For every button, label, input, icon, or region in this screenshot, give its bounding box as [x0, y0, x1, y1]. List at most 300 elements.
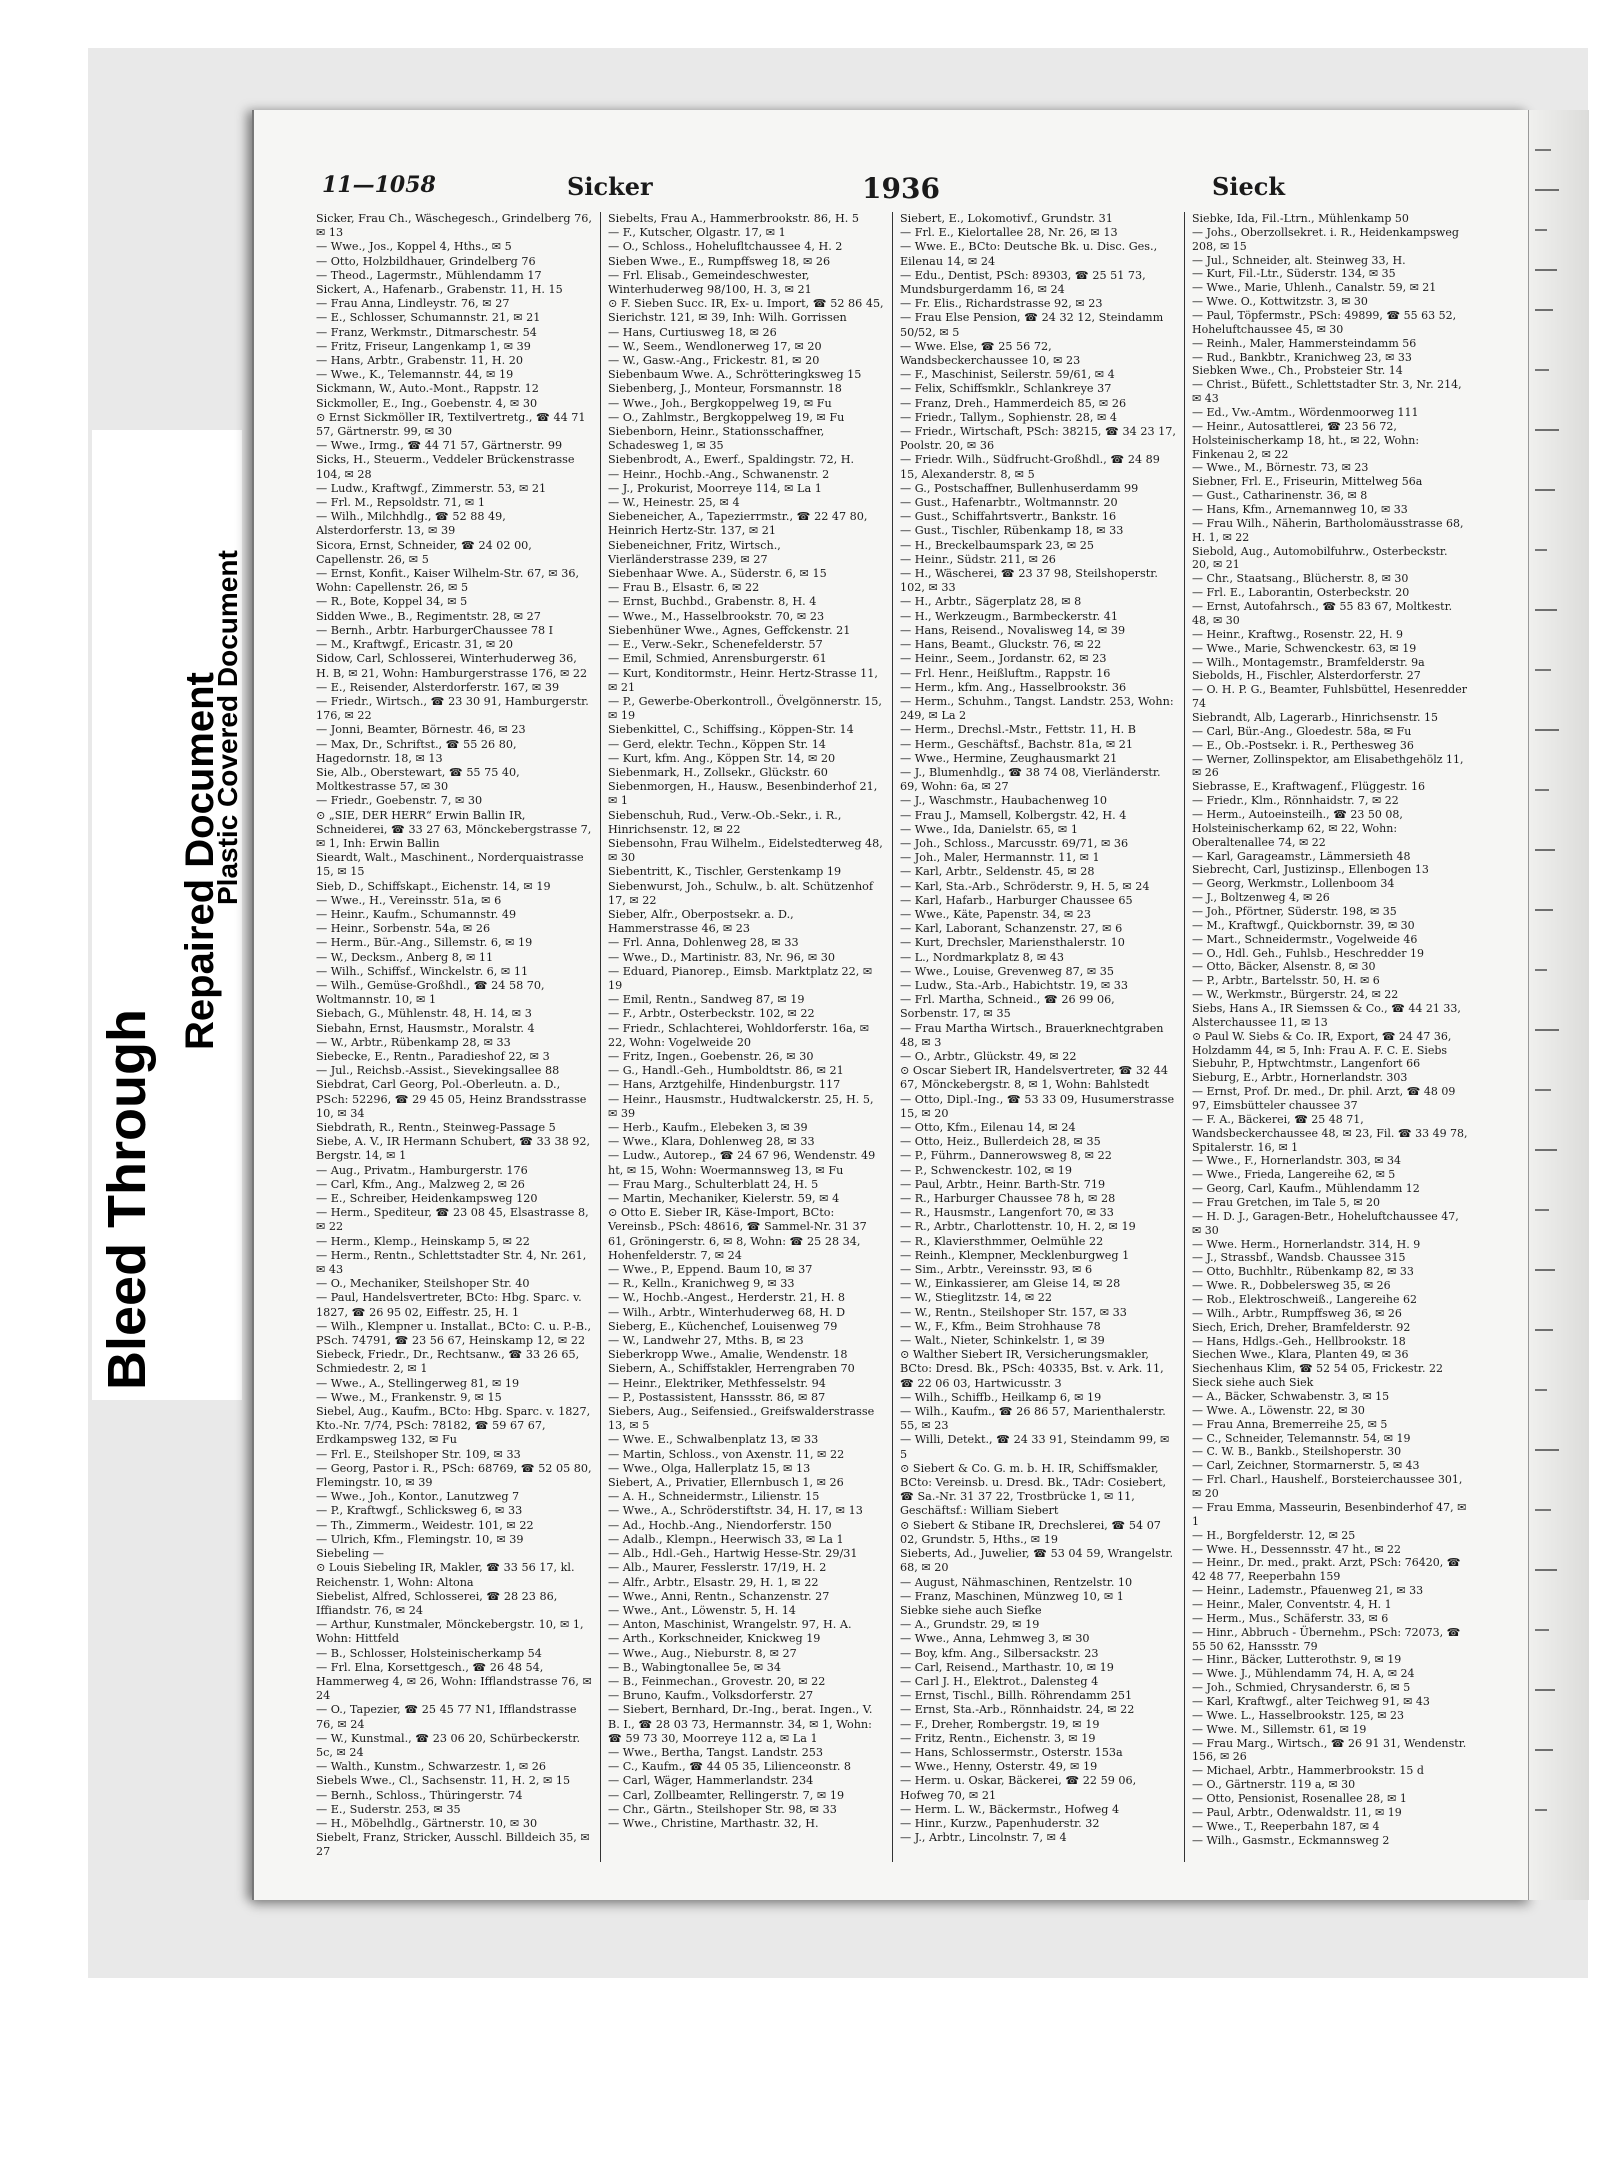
directory-entry: — Ernst, Konfit., Kaiser Wilhelm-Str. 67, ✉ 36, Wohn: Capellenstr. 26, ✉ 5	[316, 567, 580, 595]
directory-entry: — G., Handl.-Geh., Humboldtstr. 86, ✉ 21	[608, 1064, 844, 1078]
directory-entry: Siebenschuh, Rud., Verw.-Ob.-Sekr., i. R., Hinrichsenstr. 12, ✉ 22	[608, 808, 842, 836]
directory-entry: — Carl, Wäger, Hammerlandstr. 234	[608, 1774, 814, 1788]
directory-entry: — Hinr., Kurzw., Papenhuderstr. 32	[900, 1816, 1100, 1830]
directory-entry: — Gust., Hafenarbtr., Woltmannstr. 20	[900, 496, 1118, 510]
directory-entry: — Friedr., Goebenstr. 7, ✉ 30	[316, 794, 483, 808]
directory-entry: — Bruno, Kaufm., Volksdorferstr. 27	[608, 1689, 814, 1703]
left-keyword: Sicker	[567, 172, 653, 201]
directory-entry: — Karl, Garageamstr., Lämmersieth 48	[1192, 849, 1411, 863]
directory-entry: Siebeck, Friedr., Dr., Rechtsanw., ☎ 33 26 65, Schmiedestr. 2, ✉ 1	[316, 1348, 580, 1376]
directory-entry: Sidden Wwe., B., Regimentstr. 28, ✉ 27	[316, 609, 541, 623]
directory-entry: — Frl. E., Kielortallee 28, Nr. 26, ✉ 13	[900, 226, 1118, 240]
directory-entry: — F., Dreher, Rombergstr. 19, ✉ 19	[900, 1717, 1100, 1731]
directory-entry: — Otto, Kfm., Eilenau 14, ✉ 24	[900, 1121, 1076, 1134]
directory-entry: — Hinr., Bäcker, Lutterothstr. 9, ✉ 19	[1192, 1653, 1402, 1667]
directory-entry: — Heinr., Lademstr., Pfauenweg 21, ✉ 33	[1192, 1584, 1424, 1598]
directory-entry: — Otto, Holzbildhauer, Grindelberg 76	[316, 254, 536, 268]
directory-entry: — Wwe., Jos., Koppel 4, Hths., ✉ 5	[316, 240, 512, 254]
directory-entry: — Frl. Henr., Heißluftm., Rappstr. 16	[900, 666, 1111, 680]
directory-entry: — Gust., Catharinenstr. 36, ✉ 8	[1192, 489, 1368, 503]
entry-columns	[316, 212, 1468, 1862]
directory-entry: — Ad., Hochb.-Ang., Niendorferstr. 150	[608, 1518, 832, 1532]
directory-entry: — Karl, Kraftwgf., alter Teichweg 91, ✉ 43	[1192, 1694, 1430, 1708]
directory-entry: — L., Nordmarkplatz 8, ✉ 43	[900, 950, 1065, 964]
directory-entry: — Franz, Maschinen, Münzweg 10, ✉ 1	[900, 1589, 1124, 1603]
directory-entry: — W., F., Kfm., Beim Strohhause 78	[900, 1319, 1101, 1333]
directory-entry: — O., Tapezier, ☎ 25 45 77 N1, Ifflandstrasse 76, ✉ 24	[316, 1703, 577, 1731]
directory-entry: — Herm. u. Oskar, Bäckerei, ☎ 22 59 06, Hofweg 70, ✉ 21	[900, 1774, 1137, 1802]
directory-entry: — Heinr., Maler, Conventstr. 4, H. 1	[1192, 1597, 1392, 1611]
directory-entry: — Ludw., Kraftwgf., Zimmerstr. 53, ✉ 21	[316, 481, 547, 495]
directory-entry: — P., Gewerbe-Oberkontroll., Övelgönnerstr. 15, ✉ 19	[608, 694, 882, 723]
directory-entry: — Frau Wilh., Näherin, Bartholomäusstrasse 68, H. 1, ✉ 22	[1192, 516, 1464, 544]
directory-entry: Sickmoller, E., Ing., Goebenstr. 4, ✉ 30	[316, 396, 538, 410]
directory-entry: — E., Suderstr. 253, ✉ 35	[316, 1802, 461, 1816]
directory-entry: — Paul, Arbtr., Odenwaldstr. 11, ✉ 19	[1192, 1805, 1402, 1819]
directory-entry: — H., Möbelhdlg., Gärtnerstr. 10, ✉ 30	[316, 1816, 538, 1830]
directory-entry: — M., Kraftwgf., Ericastr. 31, ✉ 20	[316, 638, 514, 652]
directory-entry: — Otto, Pensionist, Rosenallee 28, ✉ 1	[1192, 1791, 1407, 1805]
directory-entry: — Wwe. J., Mühlendamm 74, H. A, ✉ 24	[1192, 1667, 1415, 1681]
directory-entry: — Heinr., Südstr. 211, ✉ 26	[900, 552, 1056, 566]
directory-entry: — Paul, Arbtr., Heinr. Barth-Str. 719	[900, 1177, 1106, 1191]
directory-entry: — Th., Zimmerm., Weidestr. 101, ✉ 22	[316, 1518, 534, 1532]
directory-entry: — Fr. Elis., Richardstrasse 92, ✉ 23	[900, 297, 1103, 311]
directory-entry: — Ernst, Autofahrsch., ☎ 55 83 67, Moltkestr. 48, ✉ 30	[1192, 600, 1453, 627]
directory-entry: — Wilh., Klempner u. Installat., BCto: C. u. P.-B., PSch. 74791, ☎ 23 56 67, Heinskamp 12, ✉ 22	[316, 1319, 592, 1348]
directory-entry: — Wwe., M., Hasselbrookstr. 70, ✉ 23	[608, 609, 825, 623]
right-keyword: Sieck	[1212, 172, 1285, 201]
directory-entry: — Hans, Arbtr., Grabenstr. 11, H. 20	[316, 354, 523, 368]
directory-entry: ⊙ Siebert & Co. G. m. b. H. IR, Schiffsmakler, BCto: Vereinsb. u. Dresd. Bk., TAdr: Cosiebert, ☎ Sa.-Nr. 31 37 22, Trostbrücke 1, ✉ 11, Geschäftsf.: William Siebert	[900, 1461, 1167, 1518]
directory-entry: — A., Bäcker, Schwabenstr. 3, ✉ 15	[1192, 1390, 1390, 1404]
column-4	[1192, 212, 1468, 1862]
directory-entry: ⊙ F. Sieben Succ. IR, Ex- u. Import, ☎ 52 86 45, Sierichstr. 121, ✉ 39, Inh: Wilh. Gorrissen	[608, 297, 884, 325]
directory-entry: — W., Rentn., Steilshoper Str. 157, ✉ 33	[900, 1305, 1127, 1319]
directory-entry: — W., Seem., Wendlonerweg 17, ✉ 20	[608, 339, 822, 353]
directory-entry: — Carl, Zeichner, Stormarnerstr. 5, ✉ 43	[1192, 1459, 1420, 1473]
directory-entry: — Wilh., Schiffsf., Winckelstr. 6, ✉ 11	[316, 964, 529, 978]
column-3	[900, 212, 1176, 1862]
directory-entry: Siechen Wwe., Klara, Planten 49, ✉ 36	[1192, 1348, 1409, 1362]
next-page-text-edge	[1529, 110, 1589, 1900]
directory-entry: — W., Arbtr., Rübenkamp 28, ✉ 33	[316, 1035, 511, 1049]
directory-page	[252, 110, 1530, 1900]
directory-entry: — Wwe., M., Börnestr. 73, ✉ 23	[1192, 461, 1369, 475]
directory-entry: — Werner, Zollinspektor, am Elisabethgehölz 11, ✉ 26	[1192, 752, 1464, 780]
directory-entry: — F., Kutscher, Olgastr. 17, ✉ 1	[608, 226, 786, 240]
directory-entry: Siebrasse, E., Kraftwagenf., Flüggestr. 16	[1192, 780, 1425, 794]
column-divider	[1184, 212, 1185, 1862]
directory-entry: Siebelt, Franz, Stricker, Ausschl. Billdeich 35, ✉ 27	[316, 1831, 590, 1859]
directory-entry: — R., Klaviersthmmer, Oelmühle 22	[900, 1234, 1104, 1248]
directory-entry: — O., Gärtnerstr. 119 a, ✉ 30	[1192, 1778, 1356, 1792]
directory-entry: — Wwe. O., Kottwitzstr. 3, ✉ 30	[1192, 295, 1368, 309]
bleed-through-label: Bleed Through	[97, 1009, 157, 1390]
directory-entry: — H., Werkzeugm., Barmbeckerstr. 41	[900, 609, 1119, 623]
directory-entry: Siebeneicher, A., Tapezierrmstr., ☎ 22 47 80, Heinrich Hertz-Str. 137, ✉ 21	[608, 510, 868, 538]
directory-entry: Siebs, Hans A., IR Siemssen & Co., ☎ 44 21 33, Alsterchaussee 11, ✉ 13	[1192, 1001, 1461, 1029]
directory-entry: — Frau Martha Wirtsch., Brauerknechtgraben 48, ✉ 3	[900, 1021, 1164, 1049]
directory-entry: ⊙ „SIE, DER HERR“ Erwin Ballin IR, Schneiderei, ☎ 33 27 63, Mönckebergstrasse 7, ✉ 1, Inh: Erwin Ballin	[316, 808, 592, 850]
directory-entry: — Joh., Schloss., Marcusstr. 69/71, ✉ 36	[900, 836, 1129, 850]
directory-entry: — F. A., Bäckerei, ☎ 25 48 71, Wandsbeckerchaussee 48, ✉ 23, Fil. ☎ 33 49 78, Spitalerstr. 16, ✉ 1	[1192, 1112, 1468, 1154]
directory-entry: — Franz, Dreh., Hammerdeich 85, ✉ 26	[900, 396, 1127, 410]
directory-entry: — Karl, Laborant, Schanzenstr. 27, ✉ 6	[900, 922, 1123, 936]
directory-entry: — J., Prokurist, Moorreye 114, ✉ La 1	[608, 481, 822, 495]
directory-entry: — Georg, Carl, Kaufm., Mühlendamm 12	[1192, 1182, 1420, 1196]
directory-entry: — Wwe., K., Telemannstr. 44, ✉ 19	[316, 368, 514, 382]
directory-entry: — Otto, Heiz., Bullerdeich 28, ✉ 35	[900, 1135, 1101, 1149]
directory-entry: — Wwe. R., Dobbelersweg 35, ✉ 26	[1192, 1279, 1391, 1293]
directory-entry: — Reinh., Klempner, Mecklenburgweg 1	[900, 1248, 1130, 1262]
directory-entry: ⊙ Otto E. Sieber IR, Käse-Import, BCto: Vereinsb., PSch: 48616, ☎ Sammel-Nr. 31 37 61, Gröningerstr. 6, ✉ 8, Wohn: ☎ 25 28 34, Hohenfelderstr. 7, ✉ 24	[608, 1206, 867, 1262]
directory-entry: — Wwe., Anna, Lehmweg 3, ✉ 30	[900, 1632, 1090, 1646]
directory-entry: — Heinr., Kaufm., Schumannstr. 49	[316, 907, 517, 921]
directory-entry: — Ernst, Sta.-Arb., Rönnhaidstr. 24, ✉ 22	[900, 1703, 1135, 1717]
directory-entry: — Chr., Gärtn., Steilshoper Str. 98, ✉ 33	[608, 1802, 837, 1816]
directory-entry: — H., Breckelbaumspark 23, ✉ 25	[900, 538, 1095, 552]
directory-entry: Sickert, A., Hafenarb., Grabenstr. 11, H. 15	[316, 283, 563, 297]
directory-entry: — Wwe., Anni, Rentn., Schanzenstr. 27	[608, 1589, 830, 1603]
directory-entry: — J., Blumenhdlg., ☎ 38 74 08, Vierländerstr. 69, Wohn: 6a, ✉ 27	[900, 765, 1161, 794]
directory-entry: — A. H., Schneidermstr., Lilienstr. 15	[608, 1490, 820, 1504]
directory-entry: — Siebert, Bernhard, Dr.-Ing., berat. Ingen., V. B. I., ☎ 28 03 73, Hermannstr. 34, ✉ 1, Wohn: ☎ 59 73 30, Moorreye 112 a, ✉ La 1	[608, 1703, 873, 1745]
directory-entry: Siebenkittel, C., Schiffsing., Köppen-Str. 14	[608, 723, 854, 737]
directory-entry: — Joh., Maler, Hermannstr. 11, ✉ 1	[900, 851, 1100, 865]
directory-entry: Siebenwurst, Joh., Schulw., b. alt. Schützenhof 17, ✉ 22	[608, 879, 874, 907]
directory-entry: — H., Wäscherei, ☎ 23 37 98, Steilshoperstr. 102, ✉ 33	[900, 567, 1158, 595]
directory-entry: — Franz, Werkmstr., Ditmarschestr. 54	[316, 325, 537, 339]
directory-entry: — Wilh., Montagemstr., Bramfelderstr. 9a	[1192, 655, 1425, 669]
directory-entry: Sicora, Ernst, Schneider, ☎ 24 02 00, Capellenstr. 26, ✉ 5	[316, 538, 532, 566]
directory-entry: ⊙ Ernst Sickmöller IR, Textilvertretg., ☎ 44 71 57, Gärtnerstr. 99, ✉ 30	[316, 410, 586, 439]
directory-entry: — Georg, Pastor i. R., PSch: 68769, ☎ 52 05 80, Flemingstr. 10, ✉ 39	[316, 1461, 592, 1490]
directory-entry: — Hinr., Abbruch - Übernehm., PSch: 72073, ☎ 55 50 62, Hanssstr. 79	[1192, 1625, 1461, 1653]
directory-entry: — Wilh., Gemüse-Großhdl., ☎ 24 58 70, Woltmannstr. 10, ✉ 1	[316, 978, 545, 1007]
directory-entry: — B., Feinmechan., Grovestr. 20, ✉ 22	[608, 1674, 826, 1688]
directory-entry: — Frau Gretchen, im Tale 5, ✉ 20	[1192, 1196, 1381, 1210]
directory-entry: — Carl, Reisend., Marthastr. 10, ✉ 19	[900, 1660, 1114, 1674]
directory-entry: Siebel, Aug., Kaufm., BCto: Hbg. Sparc. v. 1827, Kto.-Nr. 7/74, PSch: 78182, ☎ 59 67 67, Erdkampsweg 132, ✉ Fu	[316, 1405, 591, 1447]
directory-entry: Sieberkropp Wwe., Amalie, Wendenstr. 18	[608, 1348, 848, 1362]
directory-entry: — Ernst, Tischl., Billh. Röhrendamm 251	[900, 1689, 1133, 1703]
directory-entry: — Frl. Elisab., Gemeindeschwester, Winterhuderweg 98/100, H. 3, ✉ 21	[608, 268, 812, 297]
directory-entry: Siebrandt, Alb, Lagerarb., Hinrichsenstr. 15	[1192, 710, 1439, 724]
directory-entry: — Aug., Privatm., Hamburgerstr. 176	[316, 1163, 528, 1177]
directory-entry: — Wwe. M., Sillemstr. 61, ✉ 19	[1192, 1722, 1367, 1736]
directory-entry: Siebenhaar Wwe. A., Süderstr. 6, ✉ 15	[608, 567, 827, 581]
directory-entry: — Jul., Reichsb.-Assist., Sievekingsallee 88	[316, 1064, 560, 1078]
directory-entry: — Herm., Schuhm., Tangst. Landstr. 253, Wohn: 249, ✉ La 2	[900, 694, 1174, 723]
directory-entry: — C., Schneider, Telemannstr. 54, ✉ 19	[1192, 1431, 1411, 1445]
directory-entry: — W., Decksm., Anberg 8, ✉ 11	[316, 950, 494, 964]
directory-entry: — Carl, Bür.-Ang., Gloedestr. 58a, ✉ Fu	[1192, 724, 1412, 738]
directory-entry: — Wwe., Henny, Osterstr. 49, ✉ 19	[900, 1760, 1098, 1774]
directory-entry: — Wwe., T., Reeperbahn 187, ✉ 4	[1192, 1819, 1380, 1833]
directory-entry: — P., Kraftwgf., Schlicksweg 6, ✉ 33	[316, 1504, 523, 1518]
directory-entry: — Arth., Korkschneider, Knickweg 19	[608, 1632, 821, 1646]
directory-entry: Siebert, A., Privatier, Ellernbusch 1, ✉ 26	[608, 1476, 844, 1490]
directory-entry: Siebahn, Ernst, Hausmstr., Moralstr. 4	[316, 1021, 535, 1035]
year-heading: 1936	[862, 172, 940, 205]
directory-entry: — Wwe., Marie, Schwenckestr. 63, ✉ 19	[1192, 641, 1417, 655]
directory-entry: — Walth., Kunstm., Schwarzestr. 1, ✉ 26	[316, 1760, 547, 1774]
directory-entry: — Kurt, kfm. Ang., Köppen Str. 14, ✉ 20	[608, 751, 836, 765]
directory-entry: — Gust., Tischler, Rübenkamp 18, ✉ 33	[900, 524, 1124, 538]
directory-entry: — Wwe., Bertha, Tangst. Landstr. 253	[608, 1745, 824, 1759]
directory-entry: — W., Gasw.-Ang., Frickestr. 81, ✉ 20	[608, 354, 820, 368]
directory-entry: Siebrecht, Carl, Justizinsp., Ellenbogen 13	[1192, 863, 1429, 877]
directory-entry: — August, Nähmaschinen, Rentzelstr. 10	[900, 1575, 1133, 1589]
directory-entry: — Friedr., Schlachterei, Wohldorferstr. 16a, ✉ 22, Wohn: Vogelweide 20	[608, 1021, 870, 1049]
directory-entry: — Gust., Schiffahrtsvertr., Bankstr. 16	[900, 510, 1117, 524]
directory-entry: — E., Schlosser, Schumannstr. 21, ✉ 21	[316, 311, 541, 325]
directory-entry: — Hans, Schlossermstr., Osterstr. 153a	[900, 1745, 1123, 1759]
directory-entry: — O., Arbtr., Glückstr. 49, ✉ 22	[900, 1049, 1077, 1063]
directory-entry: — Wwe., F., Hornerlandstr. 303, ✉ 34	[1192, 1154, 1401, 1168]
directory-entry: Siebner, Frl. E., Friseurin, Mittelweg 56a	[1192, 475, 1423, 489]
directory-entry: Sieber, Alfr., Oberpostsekr. a. D., Hammerstrasse 46, ✉ 23	[608, 907, 794, 936]
directory-entry: Sickmann, W., Auto.-Mont., Rappstr. 12	[316, 382, 539, 396]
directory-entry: — Bernh., Schloss., Thüringerstr. 74	[316, 1788, 523, 1802]
directory-entry: — Ernst, Buchbd., Grabenstr. 8, H. 4	[608, 595, 817, 609]
directory-entry: — Wwe., Aug., Nieburstr. 8, ✉ 27	[608, 1646, 797, 1660]
directory-entry: Sicks, H., Steuerm., Veddeler Brückenstrasse 104, ✉ 28	[316, 453, 575, 481]
directory-entry: — Hans, Beamt., Gluckstr. 76, ✉ 22	[900, 638, 1102, 652]
directory-entry: — R., Hausmstr., Langenfort 70, ✉ 33	[900, 1206, 1114, 1220]
directory-entry: — E., Verw.-Sekr., Schenefelderstr. 57	[608, 638, 823, 652]
directory-entry: — Wwe., Hermine, Zeughausmarkt 21	[900, 751, 1118, 765]
directory-entry: — Kurt, Konditormstr., Heinr. Hertz-Strasse 11, ✉ 21	[608, 666, 878, 694]
directory-entry: — Jonni, Beamter, Börnestr. 46, ✉ 23	[316, 723, 526, 737]
directory-entry: — Wwe. Herm., Hornerlandstr. 314, H. 9	[1192, 1237, 1421, 1251]
directory-entry: — Wwe. A., Löwenstr. 22, ✉ 30	[1192, 1403, 1365, 1417]
directory-entry: — W., Kunstmal., ☎ 23 06 20, Schürbeckerstr. 5c, ✉ 24	[316, 1731, 581, 1759]
directory-entry: — Willi, Detekt., ☎ 24 33 91, Steindamm 99, ✉ 5	[900, 1433, 1170, 1461]
directory-entry: — Frau Emma, Masseurin, Besenbinderhof 47, ✉ 1	[1192, 1500, 1467, 1528]
column-divider	[600, 212, 601, 1862]
directory-entry: — E., Reisender, Alsterdorferstr. 167, ✉ 39	[316, 680, 560, 694]
directory-entry: — Frl. Charl., Haushelf., Borsteierchaussee 301, ✉ 20	[1192, 1473, 1463, 1501]
directory-entry: — Herm., Drechsl.-Mstr., Fettstr. 11, H. B	[900, 723, 1136, 737]
directory-entry: Siebdrath, R., Rentn., Steinweg-Passage 5	[316, 1121, 556, 1134]
directory-entry: — W., Werkmstr., Bürgerstr. 24, ✉ 22	[1192, 988, 1399, 1002]
directory-entry: — Frau Marg., Schulterblatt 24, H. 5	[608, 1177, 819, 1191]
directory-entry: — Kurt, Fil.-Ltr., Süderstr. 134, ✉ 35	[1192, 267, 1396, 281]
directory-entry: — Friedr., Tallym., Sophienstr. 28, ✉ 4	[900, 410, 1118, 424]
directory-entry: Siebels Wwe., Cl., Sachsenstr. 11, H. 2, ✉ 15	[316, 1774, 571, 1788]
directory-entry: ⊙ Oscar Siebert IR, Handelsvertreter, ☎ 32 44 67, Mönckebergstr. 8, ✉ 1, Wohn: Bahlstedt	[900, 1064, 1169, 1092]
directory-entry: — Herm., Rentn., Schlettstadter Str. 4, Nr. 261, ✉ 43	[316, 1248, 587, 1277]
directory-entry: — Frl. Elna, Korsettgesch., ☎ 26 48 54, Hammerweg 4, ✉ 26, Wohn: Ifflandstrasse 76, ✉ 24	[316, 1660, 592, 1703]
directory-entry: — Karl, Arbtr., Seldenstr. 45, ✉ 28	[900, 865, 1095, 879]
directory-entry: — J., Boltzenweg 4, ✉ 26	[1192, 891, 1330, 905]
directory-entry: — Hans, Kfm., Arnemannweg 10, ✉ 33	[1192, 503, 1408, 517]
directory-entry: Siebken Wwe., Ch., Probsteier Str. 14	[1192, 364, 1403, 378]
directory-entry: — Bernh., Arbtr. HarburgerChaussee 78 I	[316, 623, 554, 637]
directory-entry: Siebensohn, Frau Wilhelm., Eidelstedterweg 48, ✉ 30	[608, 836, 883, 865]
directory-entry: — W., Stieglitzstr. 14, ✉ 22	[900, 1291, 1053, 1305]
directory-entry: — Otto, Dipl.-Ing., ☎ 53 33 09, Husumerstrasse 15, ✉ 20	[900, 1092, 1175, 1120]
page-number: 11—1058	[322, 172, 436, 198]
directory-entry: — Wilh., Arbtr., Rumpffsweg 36, ✉ 26	[1192, 1306, 1402, 1320]
directory-entry: — Heinr., Hausmstr., Hudtwalckerstr. 25, H. 5, ✉ 39	[608, 1092, 874, 1120]
directory-entry: — R., Kelln., Kranichweg 9, ✉ 33	[608, 1277, 795, 1291]
directory-entry: — H. D. J., Garagen-Betr., Hoheluftchaussee 47, ✉ 30	[1192, 1209, 1459, 1237]
directory-entry: — Walt., Nieter, Schinkelstr. 1, ✉ 39	[900, 1334, 1105, 1348]
directory-entry: — Herm., Autoeinsteilh., ☎ 23 50 08, Holsteinischerkamp 62, ✉ 22, Wohn: Oberaltenallee 74, ✉ 22	[1192, 807, 1403, 849]
directory-entry: — Wwe., Käte, Papenstr. 34, ✉ 23	[900, 907, 1092, 921]
directory-entry: — O. H. P. G., Beamter, Fuhlsbüttel, Hesenredder 74	[1192, 683, 1467, 711]
directory-entry: — Hans, Reisend., Novalisweg 14, ✉ 39	[900, 623, 1126, 637]
directory-entry: — Anton, Maschinist, Wrangelstr. 97, H. A.	[608, 1618, 852, 1632]
directory-entry: — P., Arbtr., Bartelsstr. 50, H. ✉ 6	[1192, 974, 1380, 988]
directory-entry: — Frl. M., Repsoldstr. 71, ✉ 1	[316, 496, 485, 510]
directory-entry: — Herm., Geschäftsf., Bachstr. 81a, ✉ 21	[900, 737, 1133, 751]
directory-entry: — Hans, Hdlgs.-Geh., Hellbrookstr. 18	[1192, 1334, 1406, 1348]
directory-entry: — J., Arbtr., Lincolnstr. 7, ✉ 4	[900, 1831, 1067, 1845]
directory-entry: — Wwe., P., Eppend. Baum 10, ✉ 37	[608, 1263, 813, 1277]
directory-entry: — J., Waschmstr., Haubachenweg 10	[900, 794, 1107, 808]
directory-entry: — Heinr., Autosattlerei, ☎ 23 56 72, Holsteinischerkamp 18, ht., ✉ 22, Wohn: Finkenau 2, ✉ 22	[1192, 419, 1420, 461]
directory-entry: Siebeneichner, Fritz, Wirtsch., Vierländerstrasse 239, ✉ 27	[608, 538, 781, 566]
directory-entry: — Felix, Schiffsmklr., Schlankreye 37	[900, 382, 1112, 396]
directory-entry: — Wwe. E., Schwalbenplatz 13, ✉ 33	[608, 1433, 819, 1447]
directory-entry: Siebern, A., Schiffstakler, Herrengraben 70	[608, 1362, 855, 1376]
directory-entry: — O., Schloss., Hohelufltchaussee 4, H. 2	[608, 240, 843, 254]
directory-entry: — Wwe., Marie, Uhlenh., Canalstr. 59, ✉ 21	[1192, 281, 1437, 295]
directory-entry: — Carl, Kfm., Ang., Malzweg 2, ✉ 26	[316, 1177, 525, 1191]
directory-entry: — Arthur, Kunstmaler, Mönckebergstr. 10, ✉ 1, Wohn: Hittfeld	[316, 1618, 584, 1646]
directory-entry: — P., Schwenckestr. 102, ✉ 19	[900, 1163, 1072, 1177]
directory-entry: — Otto, Buchhltr., Rübenkamp 82, ✉ 33	[1192, 1265, 1414, 1279]
directory-entry: — Heinr., Hochb.-Ang., Schwanenstr. 2	[608, 467, 830, 481]
column-divider	[892, 212, 893, 1862]
directory-entry: Siebenbaum Wwe. A., Schrötteringksweg 15	[608, 368, 862, 382]
directory-entry: — C. W. B., Bankb., Steilshoperstr. 30	[1192, 1445, 1402, 1459]
directory-entry: Sieburg, E., Arbtr., Hornerlandstr. 303	[1192, 1071, 1408, 1085]
directory-entry: Siebelts, Frau A., Hammerbrookstr. 86, H. 5	[608, 212, 860, 225]
directory-entry: — Heinr., Dr. med., prakt. Arzt, PSch: 76420, ☎ 42 48 77, Reeperbahn 159	[1192, 1556, 1461, 1584]
directory-entry: Siebeling —	[316, 1547, 384, 1561]
directory-entry: — Karl, Hafarb., Harburger Chaussee 65	[900, 893, 1133, 907]
directory-entry: — Frl. E., Laborantin, Osterbeckstr. 20	[1192, 586, 1410, 600]
directory-entry: Sidow, Carl, Schlosserei, Winterhuderweg 36, H. B, ✉ 21, Wohn: Hamburgerstrasse 176, ✉ 22	[316, 652, 588, 680]
directory-entry: Siech, Erich, Dreher, Bramfelderstr. 92	[1192, 1320, 1411, 1334]
directory-entry: — Alb., Hdl.-Geh., Hartwig Hesse-Str. 29/31	[608, 1547, 858, 1561]
directory-entry: — Wwe., Ant., Löwenstr. 5, H. 14	[608, 1603, 796, 1617]
directory-entry: — Wilh., Arbtr., Winterhuderweg 68, H. D	[608, 1305, 846, 1319]
directory-entry: — H., Arbtr., Sägerplatz 28, ✉ 8	[900, 595, 1082, 609]
directory-entry: — C., Kaufm., ☎ 44 05 35, Lilienceonstr. 8	[608, 1760, 852, 1774]
directory-entry: — E., Schreiber, Heidenkampsweg 120	[316, 1192, 538, 1206]
directory-entry: — Frau Else Pension, ☎ 24 32 12, Steindamm 50/52, ✉ 5	[900, 311, 1164, 339]
directory-entry: — Wwe., D., Martinistr. 83, Nr. 96, ✉ 30	[608, 950, 836, 964]
directory-entry: Siebentritt, K., Tischler, Gerstenkamp 19	[608, 865, 842, 879]
directory-entry: — Wwe., M., Frankenstr. 9, ✉ 15	[316, 1390, 502, 1404]
directory-entry: — Wwe., A., Schröderstiftstr. 34, H. 17, ✉ 13	[608, 1504, 863, 1518]
directory-entry: Siebert, E., Lokomotivf., Grundstr. 31	[900, 212, 1113, 225]
directory-entry: — Ernst, Prof. Dr. med., Dr. phil. Arzt, ☎ 48 09 97, Eimsbütteler chaussee 37	[1192, 1085, 1456, 1112]
directory-entry: — R., Bote, Koppel 34, ✉ 5	[316, 595, 468, 609]
directory-entry: — Wilh., Kaufm., ☎ 26 86 57, Marienthalerstr. 55, ✉ 23	[900, 1405, 1166, 1433]
directory-entry: — Fritz, Rentn., Eichenstr. 3, ✉ 19	[900, 1731, 1096, 1745]
directory-entry: Siebenmorgen, H., Hausw., Besenbinderhof 21, ✉ 1	[608, 780, 878, 808]
page-header	[322, 172, 1472, 206]
directory-entry: — Friedr., Wirtschaft, PSch: 38215, ☎ 34 23 17, Poolstr. 20, ✉ 36	[900, 425, 1176, 453]
directory-entry: Siebke, Ida, Fil.-Ltrn., Mühlenkamp 50	[1192, 212, 1409, 225]
directory-entry: — Sim., Arbtr., Vereinsstr. 93, ✉ 6	[900, 1263, 1093, 1277]
directory-entry: — Martin, Mechaniker, Kielerstr. 59, ✉ 4	[608, 1192, 840, 1206]
directory-entry: Siebuhr, P., Hptwchtmstr., Langenfort 66	[1192, 1057, 1421, 1071]
directory-entry: — F., Maschinist, Seilerstr. 59/61, ✉ 4	[900, 368, 1115, 382]
directory-entry: — Christ., Büfett., Schlettstadter Str. 3, Nr. 214, ✉ 43	[1192, 378, 1462, 406]
directory-entry: — Wwe. E., BCto: Deutsche Bk. u. Disc. Ges., Eilenau 14, ✉ 24	[900, 240, 1158, 268]
directory-entry: — Frl. E., Steilshoper Str. 109, ✉ 33	[316, 1447, 521, 1461]
directory-entry: Sieben Wwe., E., Rumpffsweg 18, ✉ 26	[608, 254, 831, 268]
directory-entry: — Ulrich, Kfm., Flemingstr. 10, ✉ 39	[316, 1532, 524, 1546]
directory-entry: Siebold, Aug., Automobilfuhrw., Osterbeckstr. 20, ✉ 21	[1192, 544, 1448, 572]
directory-entry: — Wwe., Klara, Dohlenweg 28, ✉ 33	[608, 1135, 815, 1149]
directory-entry: Siebolds, H., Fischler, Alsterdorferstr. 27	[1192, 669, 1421, 683]
directory-entry: — Frau Anna, Lindleystr. 76, ✉ 27	[316, 297, 510, 311]
directory-entry: — Adalb., Klempn., Heerwisch 33, ✉ La 1	[608, 1532, 844, 1546]
directory-entry: — Carl J. H., Elektrot., Dalensteg 4	[900, 1674, 1099, 1688]
directory-entry: — Frl. Anna, Dohlenweg 28, ✉ 33	[608, 936, 799, 950]
directory-entry: — E., Ob.-Postsekr. i. R., Perthesweg 36	[1192, 738, 1414, 752]
directory-entry: — Frau J., Mamsell, Kolbergstr. 42, H. 4	[900, 808, 1127, 822]
directory-entry: — Rud., Bankbtr., Kranichweg 23, ✉ 33	[1192, 350, 1412, 364]
directory-entry: — Kurt, Drechsler, Mariensthalerstr. 10	[900, 936, 1125, 950]
directory-entry: — Wwe., Christine, Marthastr. 32, H.	[608, 1816, 819, 1830]
directory-entry: Siechenhaus Klim, ☎ 52 54 05, Frickestr. 22	[1192, 1362, 1443, 1376]
directory-entry: — Gerd, elektr. Techn., Köppen Str. 14	[608, 737, 826, 751]
directory-entry: — Theod., Lagermstr., Mühlendamm 17	[316, 268, 542, 282]
directory-entry: — Fritz, Ingen., Goebenstr. 26, ✉ 30	[608, 1049, 814, 1063]
directory-entry: — Herb., Kaufm., Elebeken 3, ✉ 39	[608, 1121, 808, 1134]
directory-entry: ⊙ Paul W. Siebs & Co. IR, Export, ☎ 24 47 36, Holzdamm 44, ✉ 5, Inh: Frau A. F. C. E. Siebs	[1192, 1029, 1452, 1057]
directory-entry: — Joh., Schmied, Chrysanderstr. 6, ✉ 5	[1192, 1681, 1411, 1695]
directory-entry: — O., Zahlmstr., Bergkoppelweg 19, ✉ Fu	[608, 410, 845, 424]
directory-entry: — Heinr., Kraftwg., Rosenstr. 22, H. 9	[1192, 627, 1404, 641]
directory-entry: Siebelist, Alfred, Schlosserei, ☎ 28 23 86, Iffiandstr. 76, ✉ 24	[316, 1589, 558, 1617]
directory-entry: — Joh., Pförtner, Süderstr. 198, ✉ 35	[1192, 904, 1397, 918]
directory-entry: — Heinr., Seem., Jordanstr. 62, ✉ 23	[900, 652, 1107, 666]
directory-entry: — Alfr., Arbtr., Elsastr. 29, H. 1, ✉ 22	[608, 1575, 819, 1589]
directory-entry: — Wilh., Schiffb., Heilkamp 6, ✉ 19	[900, 1390, 1102, 1404]
directory-entry: — Edu., Dentist, PSch: 89303, ☎ 25 51 73, Mundsburgerdamm 16, ✉ 24	[900, 268, 1146, 297]
directory-entry: — Wwe. H., Dessennsstr. 47 ht., ✉ 22	[1192, 1542, 1402, 1556]
directory-entry: — H., Borgfelderstr. 12, ✉ 25	[1192, 1528, 1356, 1542]
directory-entry: — R., Arbtr., Charlottenstr. 10, H. 2, ✉ 19	[900, 1220, 1136, 1234]
directory-entry: Sieberg, E., Küchenchef, Louisenweg 79	[608, 1319, 838, 1333]
directory-entry: — Emil, Rentn., Sandweg 87, ✉ 19	[608, 993, 805, 1007]
directory-entry: — Herm., Spediteur, ☎ 23 08 45, Elsastrasse 8, ✉ 22	[316, 1206, 589, 1234]
directory-entry: — Wwe., Joh., Kontor., Lanutzweg 7	[316, 1490, 520, 1504]
directory-entry: — Paul, Töpfermstr., PSch: 49899, ☎ 55 63 52, Hoheluftchaussee 45, ✉ 30	[1192, 309, 1457, 336]
directory-entry: — Frau B., Elsastr. 6, ✉ 22	[608, 581, 760, 595]
directory-entry: Siebach, G., Mühlenstr. 48, H. 14, ✉ 3	[316, 1007, 532, 1021]
directory-entry: — Michael, Arbtr., Hammerbrookstr. 15 d	[1192, 1764, 1424, 1778]
directory-entry: — Hans, Curtiusweg 18, ✉ 26	[608, 325, 777, 339]
directory-entry: — W., Einkassierer, am Gleise 14, ✉ 28	[900, 1277, 1121, 1291]
directory-entry: — M., Kraftwgf., Quickbornstr. 39, ✉ 30	[1192, 918, 1415, 932]
directory-entry: — Carl, Zollbeamter, Rellingerstr. 7, ✉ 19	[608, 1788, 845, 1802]
directory-entry: Siebdrat, Carl Georg, Pol.-Oberleutn. a. D., PSch: 52296, ☎ 29 45 05, Heinz Brandsstrasse 10, ✉ 34	[316, 1078, 587, 1120]
directory-entry: — Wwe., Louise, Grevenweg 87, ✉ 35	[900, 964, 1115, 978]
directory-entry: Sieb, D., Schiffskapt., Eichenstr. 14, ✉ 19	[316, 879, 551, 893]
